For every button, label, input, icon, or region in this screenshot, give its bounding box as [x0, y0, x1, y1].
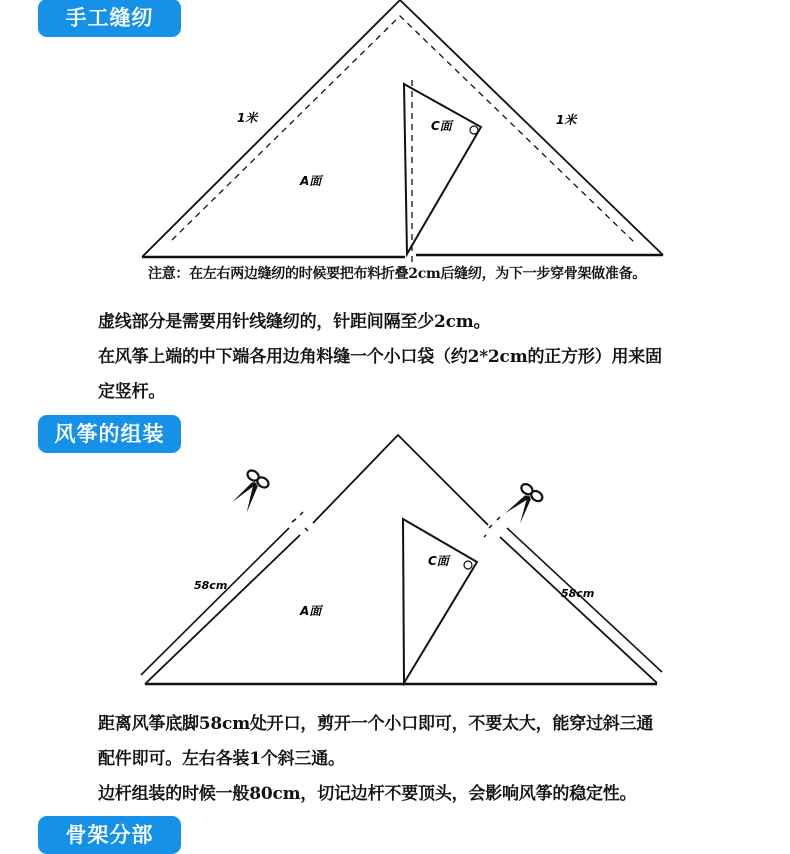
panel-c-label: C面: [431, 119, 452, 133]
panel-a-label: A面: [300, 174, 322, 188]
paragraph: 距离风筝底脚58cm处开口，剪开一个小口即可，不要太大，能穿过斜三通: [98, 714, 654, 734]
sewing-diagram: [0, 0, 790, 262]
section-title-frame-parts: 骨架分部: [38, 816, 181, 854]
paragraph: 定竖杆。: [98, 382, 166, 402]
paragraph: 在风筝上端的中下端各用边角料缝一个小口袋（约2*2cm的正方形）用来固: [98, 347, 662, 367]
paragraph: 虚线部分是需要用针线缝纫的，针距间隔至少2cm。: [98, 312, 491, 332]
diagram-caption: 注意：在左右两边缝纫的时候要把布料折叠2cm后缝纫，为下一步穿骨架做准备。: [148, 266, 646, 282]
assembly-diagram: [0, 425, 790, 695]
scissors-icon: [504, 482, 545, 526]
section-title-assembly: 风筝的组装: [38, 415, 181, 453]
paragraph: 配件即可。左右各装1个斜三通。: [98, 749, 345, 769]
side-length-label: 1米: [556, 113, 577, 127]
side-length-label: 1米: [237, 111, 258, 125]
cut-distance-label: 58cm: [561, 587, 595, 600]
scissors-icon: [229, 468, 271, 513]
panel-a-label: A面: [300, 604, 322, 618]
paragraph: 边杆组装的时候一般80cm，切记边杆不要顶头，会影响风筝的稳定性。: [98, 784, 637, 804]
cut-distance-label: 58cm: [194, 579, 228, 592]
section-title-hand-sewing: 手工缝纫: [38, 0, 181, 37]
panel-c-label: C面: [428, 554, 449, 568]
